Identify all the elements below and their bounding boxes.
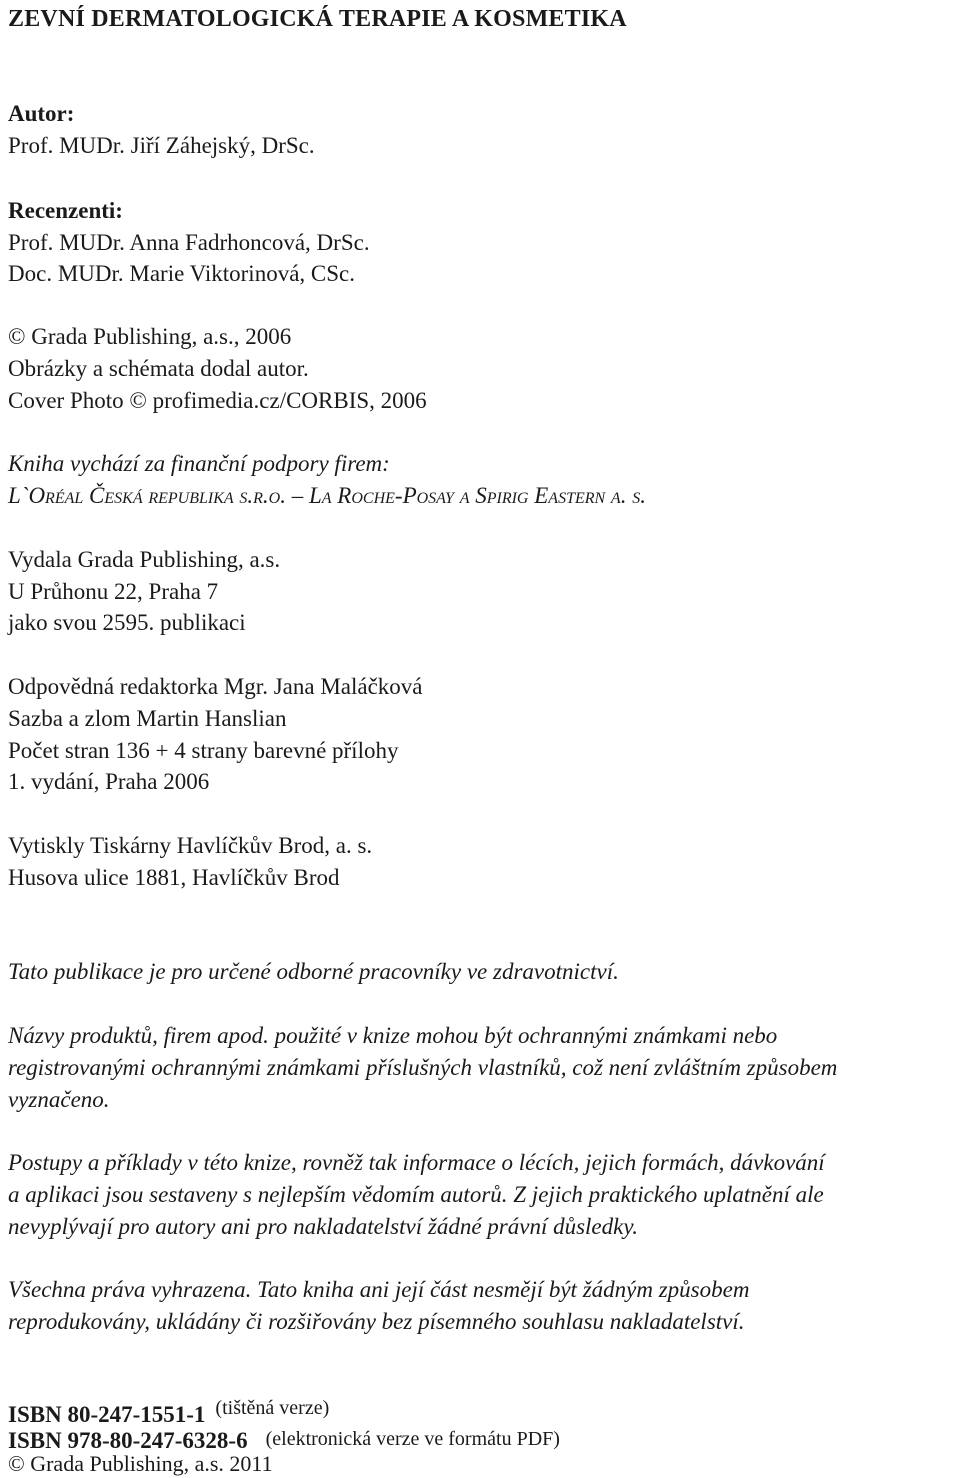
trademark-notice: registrovanými ochrannými známkami příslušných vlastníků, což není zvláštním způsobem [8, 1055, 838, 1080]
edition-line: 1. vydání, Praha 2006 [8, 769, 210, 794]
illustrations-credit: Obrázky a schémata dodal autor. [8, 356, 309, 381]
audience-notice: Tato publikace je pro určené odborné pracovníky ve zdravotnictví. [8, 959, 619, 984]
isbn-print-note: (tištěná verze) [215, 1397, 330, 1419]
isbn-print: ISBN 80-247-1551-1 [8, 1402, 206, 1427]
trademark-notice: vyznačeno. [8, 1087, 110, 1112]
author-heading: Autor: [8, 101, 75, 126]
page-count-line: Počet stran 136 + 4 strany barevné přílohy [8, 738, 399, 763]
author-name: Prof. MUDr. Jiří Záhejský, DrSc. [8, 133, 315, 158]
publisher-name: Vydala Grada Publishing, a.s. [8, 547, 281, 572]
rights-notice: Všechna práva vyhrazena. Tato kniha ani její část nesmějí být žádným způsobem [8, 1277, 750, 1302]
reviewers-heading: Recenzenti: [8, 198, 123, 223]
cover-photo-credit: Cover Photo © profimedia.cz/CORBIS, 2006 [8, 388, 427, 413]
trademark-notice: Názvy produktů, firem apod. použité v knize mohou být ochrannými známkami nebo [8, 1023, 778, 1048]
printer-name: Vytiskly Tiskárny Havlíčkův Brod, a. s. [8, 833, 373, 858]
rights-notice: reprodukovány, ukládány či rozšiřovány bez písemného souhlasu nakladatelství. [8, 1309, 745, 1334]
isbn-print-row [8, 1397, 330, 1428]
publisher-address: U Průhonu 22, Praha 7 [8, 579, 219, 604]
procedures-notice: nevyplývají pro autory ani pro nakladatelství žádné právní důsledky. [8, 1214, 639, 1239]
edition-copyright: © Grada Publishing, a.s. 2011 [8, 1451, 273, 1476]
editor-line: Odpovědná redaktorka Mgr. Jana Maláčková [8, 674, 423, 699]
reviewer-name: Doc. MUDr. Marie Viktorinová, CSc. [8, 261, 355, 286]
isbn-electronic-note: (elektronická verze ve formátu PDF) [265, 1428, 560, 1450]
sponsor-intro: Kniha vychází za finanční podpory firem: [8, 451, 390, 476]
printer-address: Husova ulice 1881, Havlíčkův Brod [8, 865, 340, 890]
copyright-line: © Grada Publishing, a.s., 2006 [8, 324, 292, 349]
procedures-notice: a aplikaci jsou sestaveny s nejlepším vědomím autorů. Z jejich praktického uplatnění ale [8, 1182, 824, 1207]
reviewer-name: Prof. MUDr. Anna Fadrhoncová, DrSc. [8, 230, 370, 255]
book-title: ZEVNÍ DERMATOLOGICKÁ TERAPIE A KOSMETIKA [8, 6, 627, 32]
typesetting-line: Sazba a zlom Martin Hanslian [8, 706, 287, 731]
publication-number: jako svou 2595. publikaci [8, 610, 246, 635]
sponsor-names: L`Oréal Česká republika s.r.o. – La Roche-Posay a Spirig Eastern a. s. [8, 483, 646, 508]
procedures-notice: Postupy a příklady v této knize, rovněž tak informace o lécích, jejich formách, dávkování [8, 1150, 825, 1175]
isbn-electronic: ISBN 978-80-247-6328-6 [8, 1428, 248, 1453]
